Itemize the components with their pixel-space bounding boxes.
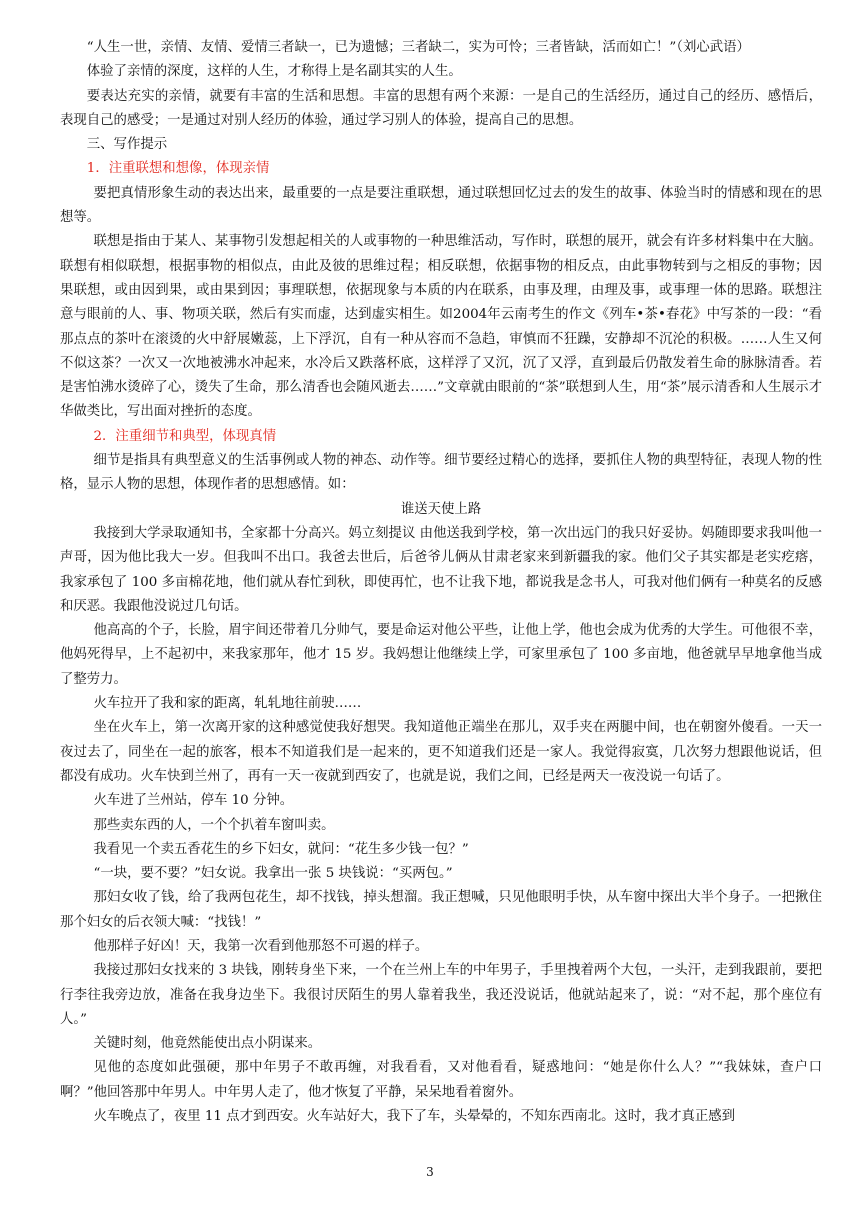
story-title: 谁送天使上路 [400, 501, 482, 517]
section-heading: 三、写作提示 [86, 137, 168, 153]
story-paragraph: 我接过那妇女找来的 3 块钱，刚转身坐下来，一个在兰州上车的中年男子，手里拽着两个大包，一头汗，走到我跟前，要把行李往我旁边放，准备在我身边坐下。我很讨厌陌生的男人靠着我坐，我还没说话，他就站起来了，说：“对不起，那个座位有人。” [60, 963, 822, 1027]
story-paragraph: 我看见一个卖五香花生的乡下妇女，就问：“花生多少钱一包？” [93, 841, 469, 857]
body-paragraph: 体验了亲情的深度，这样的人生，才称得上是名副其实的人生。 [86, 64, 462, 80]
story-paragraph: 我接到大学录取通知书，全家都十分高兴。妈立刻提议 由他送我到学校，第一次出远门的我只好妥协。妈随即要求我叫他一声哥，因为他比我大一岁。但我叫不出口。我爸去世后，后爸爷儿俩从甘肃老家来到新疆我的家。他们父子其实都是老实疙瘩，我家承包了 100 多亩棉花地，他们就从春忙到秋，即使再忙，也不让我下地，都说我是念书人，可我对他们俩有一种莫名的反感和厌恶。我跟他没说过几句话。 [60, 525, 822, 614]
story-paragraph: 火车晚点了，夜里 11 点才到西安。火车站好大，我下了车，头晕晕的，不知东西南北。这时，我才真正感到 [93, 1109, 736, 1125]
subheading-detail: 2．注重细节和典型，体现真情 [93, 428, 277, 444]
quote-paragraph: “人生一世，亲情、友情、爱情三者缺一，已为遗憾；三者缺二，实为可怜；三者皆缺，活而如亡！”（刘心武语） [86, 40, 750, 55]
story-paragraph: 见他的态度如此强硬，那中年男子不敢再缠，对我看看，又对他看看，疑惑地问：“她是你什么人？”“我妹妹，查户口啊？”他回答那中年男人。中年男人走了，他才恢复了平静，呆呆地看着窗外。 [60, 1060, 822, 1100]
story-paragraph: 那些卖东西的人，一个个扒着车窗叫卖。 [93, 817, 335, 833]
body-paragraph: 联想是指由于某人、某事物引发想起相关的人或事物的一种思维活动，写作时，联想的展开，就会有许多材料集中在大脑。联想有相似联想，根据事物的相似点，由此及彼的思维过程；相反联想，依据事物的相反点，由此事物转到与之相反的事物；因果联想，或由因到果，或由果到因；事理联想，依据现象与本质的内在联系，由事及理，由理及事，或事理一体的思路。联想注意与眼前的人、事、物项关联，然后有实而虚，达到虚实相生。如2004年云南考生的作文《列车•茶•春花》中写茶的一段：“看那点点的茶叶在滚烫的火中舒展嫩蕊，上下浮沉，自有一种从容而不急趋，审慎而不狂躁，安静却不沉沦的积极。……人生又何不似这茶？一次又一次地被沸水冲起来，水冷后又跌落杯底，这样浮了又沉，沉了又浮，直到最后仍散发着生命的脉脉清香。若是害怕沸水烫碎了心，烫失了生命，那么清香也会随风逝去……”文章就由眼前的“茶”联想到人生，用“茶”展示清香和人生展示才华做类比，写出面对挫折的态度。 [60, 234, 822, 420]
story-paragraph: 火车进了兰州站，停车 10 分钟。 [93, 793, 294, 809]
story-paragraph: 那妇女收了钱，给了我两包花生，却不找钱，掉头想溜。我正想喊，只见他眼明手快，从车窗中探出大半个身子。一把揪住那个妇女的后衣领大喊：“找钱！” [60, 890, 822, 930]
story-paragraph: 坐在火车上，第一次离开家的这种感觉使我好想哭。我知道他正端坐在那儿，双手夹在两腿中间，也在朝窗外傻看。一天一夜过去了，同坐在一起的旅客，根本不知道我们是一起来的，更不知道我们还是一家人。我觉得寂寞，几次努力想跟他说话，但都没有成功。火车快到兰州了，再有一天一夜就到西安了，也就是说，我们之间，已经是两天一夜没说一句话了。 [60, 720, 822, 784]
story-paragraph: 他高高的个子，长脸，眉宇间还带着几分帅气，要是命运对他公平些，让他上学，他也会成为优秀的大学生。可他很不幸，他妈死得早，上不起初中，来我家那年，他才 15 岁。我妈想让他继续上学，可家里承包了 100 多亩地，他爸就早早地拿他当成了整劳力。 [60, 623, 822, 687]
story-paragraph: 关键时刻，他竟然能使出点小阴谋来。 [93, 1036, 322, 1052]
page-number: 3 [426, 1165, 434, 1179]
story-paragraph: 火车拉开了我和家的距离，轧轧地往前驶…… [93, 696, 362, 712]
subheading-association: 1．注重联想和想像，体现亲情 [86, 161, 270, 177]
body-paragraph: 要表达充实的亲情，就要有丰富的生活和思想。丰富的思想有两个来源：一是自己的生活经历，通过自己的经历、感悟后，表现自己的感受；一是通过对别人经历的体验，通过学习别人的体验，提高自己的思想。 [60, 88, 822, 128]
story-paragraph: “一块，要不要？”妇女说。我拿出一张 5 块钱说：“买两包。” [93, 866, 453, 882]
body-paragraph: 要把真情形象生动的表达出来，最重要的一点是要注重联想，通过联想回忆过去的发生的故事、体验当时的情感和现在的思想等。 [60, 185, 822, 226]
story-paragraph: 他那样子好凶！天，我第一次看到他那怒不可遏的样子。 [93, 938, 429, 954]
body-paragraph: 细节是指具有典型意义的生活事例或人物的神态、动作等。细节要经过精心的选择，要抓住人物的典型特征，表现人物的性格，显示人物的思想，体现作者的思想感情。如： [60, 453, 822, 493]
